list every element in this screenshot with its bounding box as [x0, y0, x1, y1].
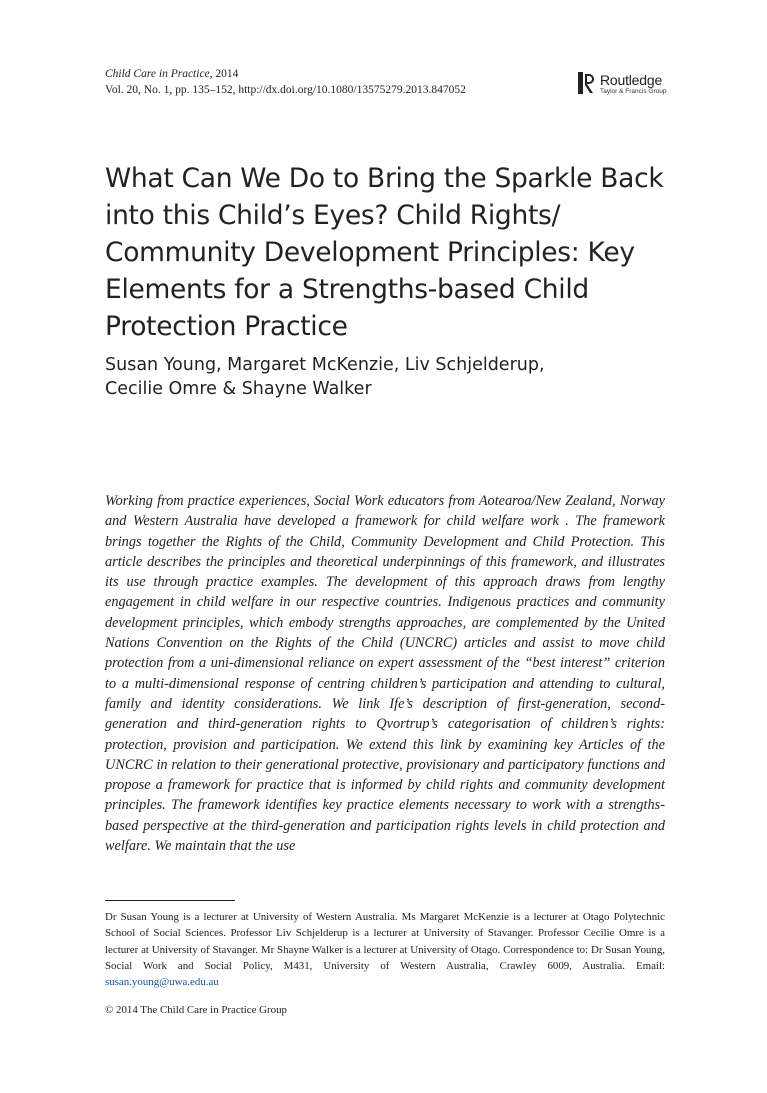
routledge-logo-icon — [578, 72, 596, 94]
author-list — [105, 353, 665, 401]
journal-year: , 2014 — [209, 68, 239, 80]
citation-doi: Vol. 20, No. 1, pp. 135–152, http://dx.doi.org/10.1080/13575279.2013.847052 — [105, 84, 466, 96]
publisher-name: Routledge — [600, 72, 663, 88]
footnote-text: Dr Susan Young is a lecturer at University of Western Australia. Ms Margaret McKenzie is a lecturer at Otago Polytechnic School of Social Sciences. Professor Liv Schjelderup is a lecturer at University of Stavanger. Professor Cecilie Omre is a lecturer at University of Stavanger. Mr Shayne Walker is a lecturer at University of Otago. Correspondence to: Dr Susan Young, Social Work and Social Policy, M431, University of Western Australia, Crawley 6009, Australia. Email: — [105, 911, 665, 972]
routledge-logo — [578, 72, 673, 98]
footnote-divider — [105, 900, 235, 901]
abstract: Working from practice experiences, Social Work educators from Aotearoa/New Zealand, Norway and Western Australia have developed a framework for child welfare work . The framework brings together the Rights of the Child, Community Development and Child Protection. This article describes the principles and theoretical underpinnings of this framework, and illustrates its use through practice examples. The development of this approach draws from lengthy engagement in child welfare in our respective countries. Indigenous practices and community development principles, which embody strengths approaches, are complemented by the United Nations Convention on the Rights of the Child (UNCRC) articles and assist to move child protection from a uni-dimensional reliance on expert assessment of the “best interest” criterion to a multi-dimensional response of centring children’s participation and attending to cultural, family and identity considerations. We link Ife’s description of first-generation, second-generation and third-generation rights to Qvortrup’s categorisation of children’s rights: protection, provision and participation. We extend this link by examining key Articles of the UNCRC in relation to their generational protective, provisionary and participatory functions and propose a framework for practice that is informed by child rights and community development principles. The framework identifies key practice elements necessary to work with a strengths-based perspective at the third-generation and participation rights levels in child protection and welfare. We maintain that the use — [105, 493, 665, 855]
journal-name: Child Care in Practice — [105, 68, 210, 80]
publisher-group: Taylor & Francis Group — [600, 88, 667, 95]
authors-line-1: Susan Young, Margaret McKenzie, Liv Schjelderup, — [105, 355, 545, 375]
journal-header — [105, 66, 466, 98]
correspondence-email-link[interactable]: susan.young@uwa.edu.au — [105, 976, 219, 989]
author-footnote — [105, 909, 665, 990]
article-title: What Can We Do to Bring the Sparkle Back into this Child’s Eyes? Child Rights/ Community Development Principles: Key Elements for a Strengths-based Child Protection Practice — [105, 163, 664, 342]
copyright-notice: © 2014 The Child Care in Practice Group — [105, 1004, 287, 1016]
authors-line-2: Cecilie Omre & Shayne Walker — [105, 379, 372, 399]
